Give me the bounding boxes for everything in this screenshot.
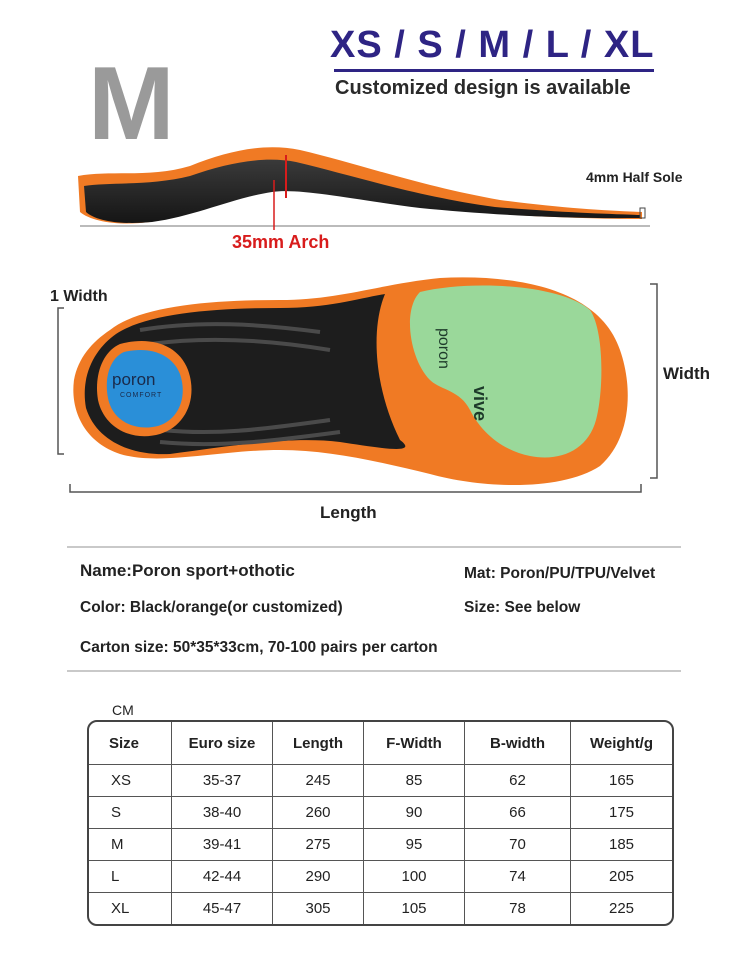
cell-euro: 38-40	[172, 797, 273, 829]
cell-length: 305	[273, 893, 364, 924]
cell-f-width: 90	[364, 797, 465, 829]
cell-weight: 225	[608, 900, 635, 917]
cell-euro: 45-47	[172, 893, 273, 924]
table-row	[89, 861, 672, 893]
spec-material: Mat: Poron/PU/TPU/Velvet	[464, 565, 656, 582]
heel-logo: poron	[112, 370, 156, 389]
length-label: Length	[320, 503, 377, 522]
width-left-label: 1 Width	[50, 288, 108, 305]
spec-carton: Carton size: 50*35*33cm, 70-100 pairs per carton	[80, 639, 438, 656]
header-length: Length	[273, 722, 364, 765]
insole-top-view	[0, 270, 750, 510]
cell-weight: 165	[571, 765, 672, 797]
cell-b-width: 74	[465, 861, 571, 893]
spec-size: Size: See below	[464, 599, 581, 616]
size-range-title: XS / S / M / L / XL	[330, 24, 655, 66]
cell-weight: 205	[571, 861, 672, 893]
cell-length: 275	[273, 829, 364, 861]
cell-f-width: 85	[364, 765, 465, 797]
cell-b-width: 78	[465, 893, 571, 924]
cell-b-width: 70	[465, 829, 571, 861]
header-weight: Weight/g	[571, 722, 672, 765]
size-table	[87, 720, 674, 926]
cell-f-width: 100	[364, 861, 465, 893]
header-size: Size	[89, 722, 172, 765]
spec-color: Color: Black/orange(or customized)	[80, 599, 343, 616]
header-euro-size: Euro size	[172, 722, 273, 765]
forefoot-logo: poron	[435, 328, 452, 369]
header-b-width: B-width	[465, 722, 571, 765]
cell-b-width: 66	[465, 797, 571, 829]
table-row	[89, 829, 672, 861]
header-f-width: F-Width	[364, 722, 465, 765]
width-right-label: Width	[663, 364, 711, 383]
cell-size: XL	[89, 893, 172, 924]
size-letter: M	[88, 46, 171, 162]
divider-bottom	[67, 670, 681, 672]
table-row	[89, 765, 672, 797]
table-unit: CM	[112, 702, 134, 718]
table-header-row	[89, 722, 672, 765]
spec-name: Name:Poron sport+othotic	[80, 561, 295, 580]
cell-length: 245	[273, 765, 364, 797]
arch-height-label: 35mm Arch	[232, 232, 330, 252]
heel-logo-sub: COMFORT	[120, 392, 163, 399]
cell-b-width: 62	[465, 765, 571, 797]
cell-size: L	[89, 861, 172, 893]
divider-top	[67, 546, 681, 548]
half-sole-label: 4mm Half Sole	[586, 169, 683, 185]
table-row	[89, 893, 672, 924]
cell-f-width: 105	[364, 893, 465, 924]
cell-euro: 42-44	[172, 861, 273, 893]
cell-weight: 175	[571, 797, 672, 829]
cell-size: XS	[89, 765, 172, 797]
forefoot-logo-2: vive	[470, 386, 490, 422]
table-row	[89, 797, 672, 829]
cell-length: 260	[273, 797, 364, 829]
customization-note: Customized design is available	[335, 77, 631, 99]
cell-euro: 39-41	[172, 829, 273, 861]
insole-side-view	[0, 0, 750, 280]
cell-euro: 35-37	[172, 765, 273, 797]
cell-length: 290	[273, 861, 364, 893]
cell-size: S	[89, 797, 172, 829]
cell-weight: 185	[571, 829, 672, 861]
cell-f-width: 95	[364, 829, 465, 861]
cell-size: M	[89, 829, 172, 861]
